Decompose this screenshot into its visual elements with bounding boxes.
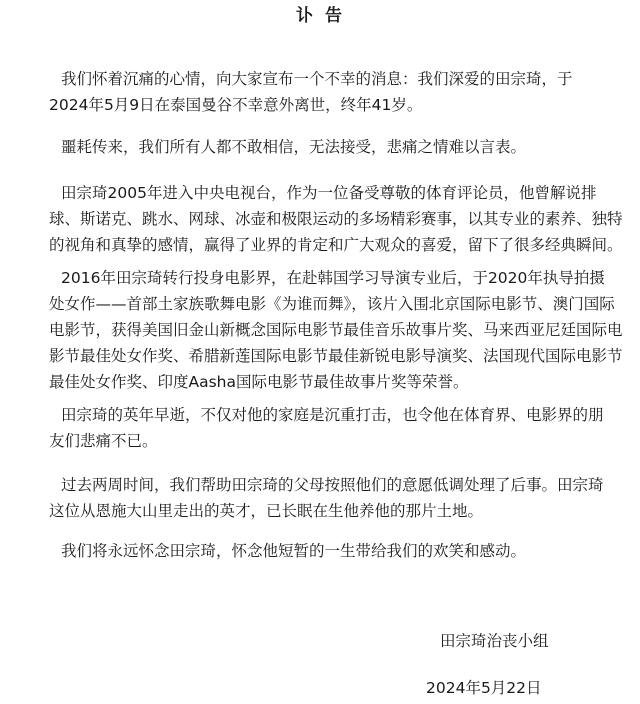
paragraph-line: 我们怀着沉痛的心情，向大家宣布一个不幸的消息：我们深爱的田宗琦，于 xyxy=(61,70,573,88)
paragraph-line: 过去两周时间，我们帮助田宗琦的父母按照他们的意愿低调处理了后事。田宗琦 xyxy=(61,476,604,494)
paragraph-loss xyxy=(49,402,624,454)
paragraph-grief xyxy=(49,134,624,160)
paragraph-line: 最佳处女作奖、印度Aasha国际电影节最佳故事片奖等荣誉。 xyxy=(49,373,469,391)
paragraph-remembrance xyxy=(49,538,624,564)
paragraph-line: 电影节，获得美国旧金山新概念国际电影节最佳音乐故事片奖、马来西亚尼廷国际电 xyxy=(49,321,623,339)
paragraph-line: 噩耗传来，我们所有人都不敢相信，无法接受，悲痛之情难以言表。 xyxy=(61,138,527,156)
paragraph-line: 2024年5月9日在泰国曼谷不幸意外离世，终年41岁。 xyxy=(49,96,423,114)
signature-date: 2024年5月22日 xyxy=(426,679,542,697)
paragraph-funeral xyxy=(49,472,624,524)
paragraph-line: 田宗琦2005年进入中央电视台，作为一位备受尊敬的体育评论员，他曾解说排 xyxy=(61,184,597,202)
paragraph-line: 我们将永远怀念田宗琦，怀念他短暂的一生带给我们的欢笑和感动。 xyxy=(61,542,527,560)
paragraph-line: 2016年田宗琦转行投身电影界，在赴韩国学习导演专业后，于2020年执导拍摄 xyxy=(61,269,605,287)
paragraph-line: 处女作——首部土家族歌舞电影《为谁而舞》，该片入围北京国际电影节、澳门国际 xyxy=(49,295,615,313)
paragraph-line: 影节最佳处女作奖、希腊新莲国际电影节最佳新锐电影导演奖、法国现代国际电影节 xyxy=(49,347,623,365)
paragraph-career-film xyxy=(49,265,624,395)
paragraph-line: 友们悲痛不已。 xyxy=(49,432,158,450)
document-title: 讣告 xyxy=(296,6,354,26)
paragraph-line: 这位从恩施大山里走出的英才，已长眠在生他养他的那片土地。 xyxy=(49,502,484,520)
paragraph-line: 球、斯诺克、跳水、网球、冰壶和极限运动的多场精彩赛事，以其专业的素养、独特 xyxy=(49,210,623,228)
paragraph-line: 的视角和真挚的感情，赢得了业界的肯定和广大观众的喜爱，留下了很多经典瞬间。 xyxy=(49,236,623,254)
signature-committee: 田宗琦治丧小组 xyxy=(440,632,549,650)
paragraph-career-cctv xyxy=(49,180,624,258)
paragraph-announcement xyxy=(49,66,624,118)
paragraph-line: 田宗琦的英年早逝，不仅对他的家庭是沉重打击，也令他在体育界、电影界的朋 xyxy=(61,406,604,424)
